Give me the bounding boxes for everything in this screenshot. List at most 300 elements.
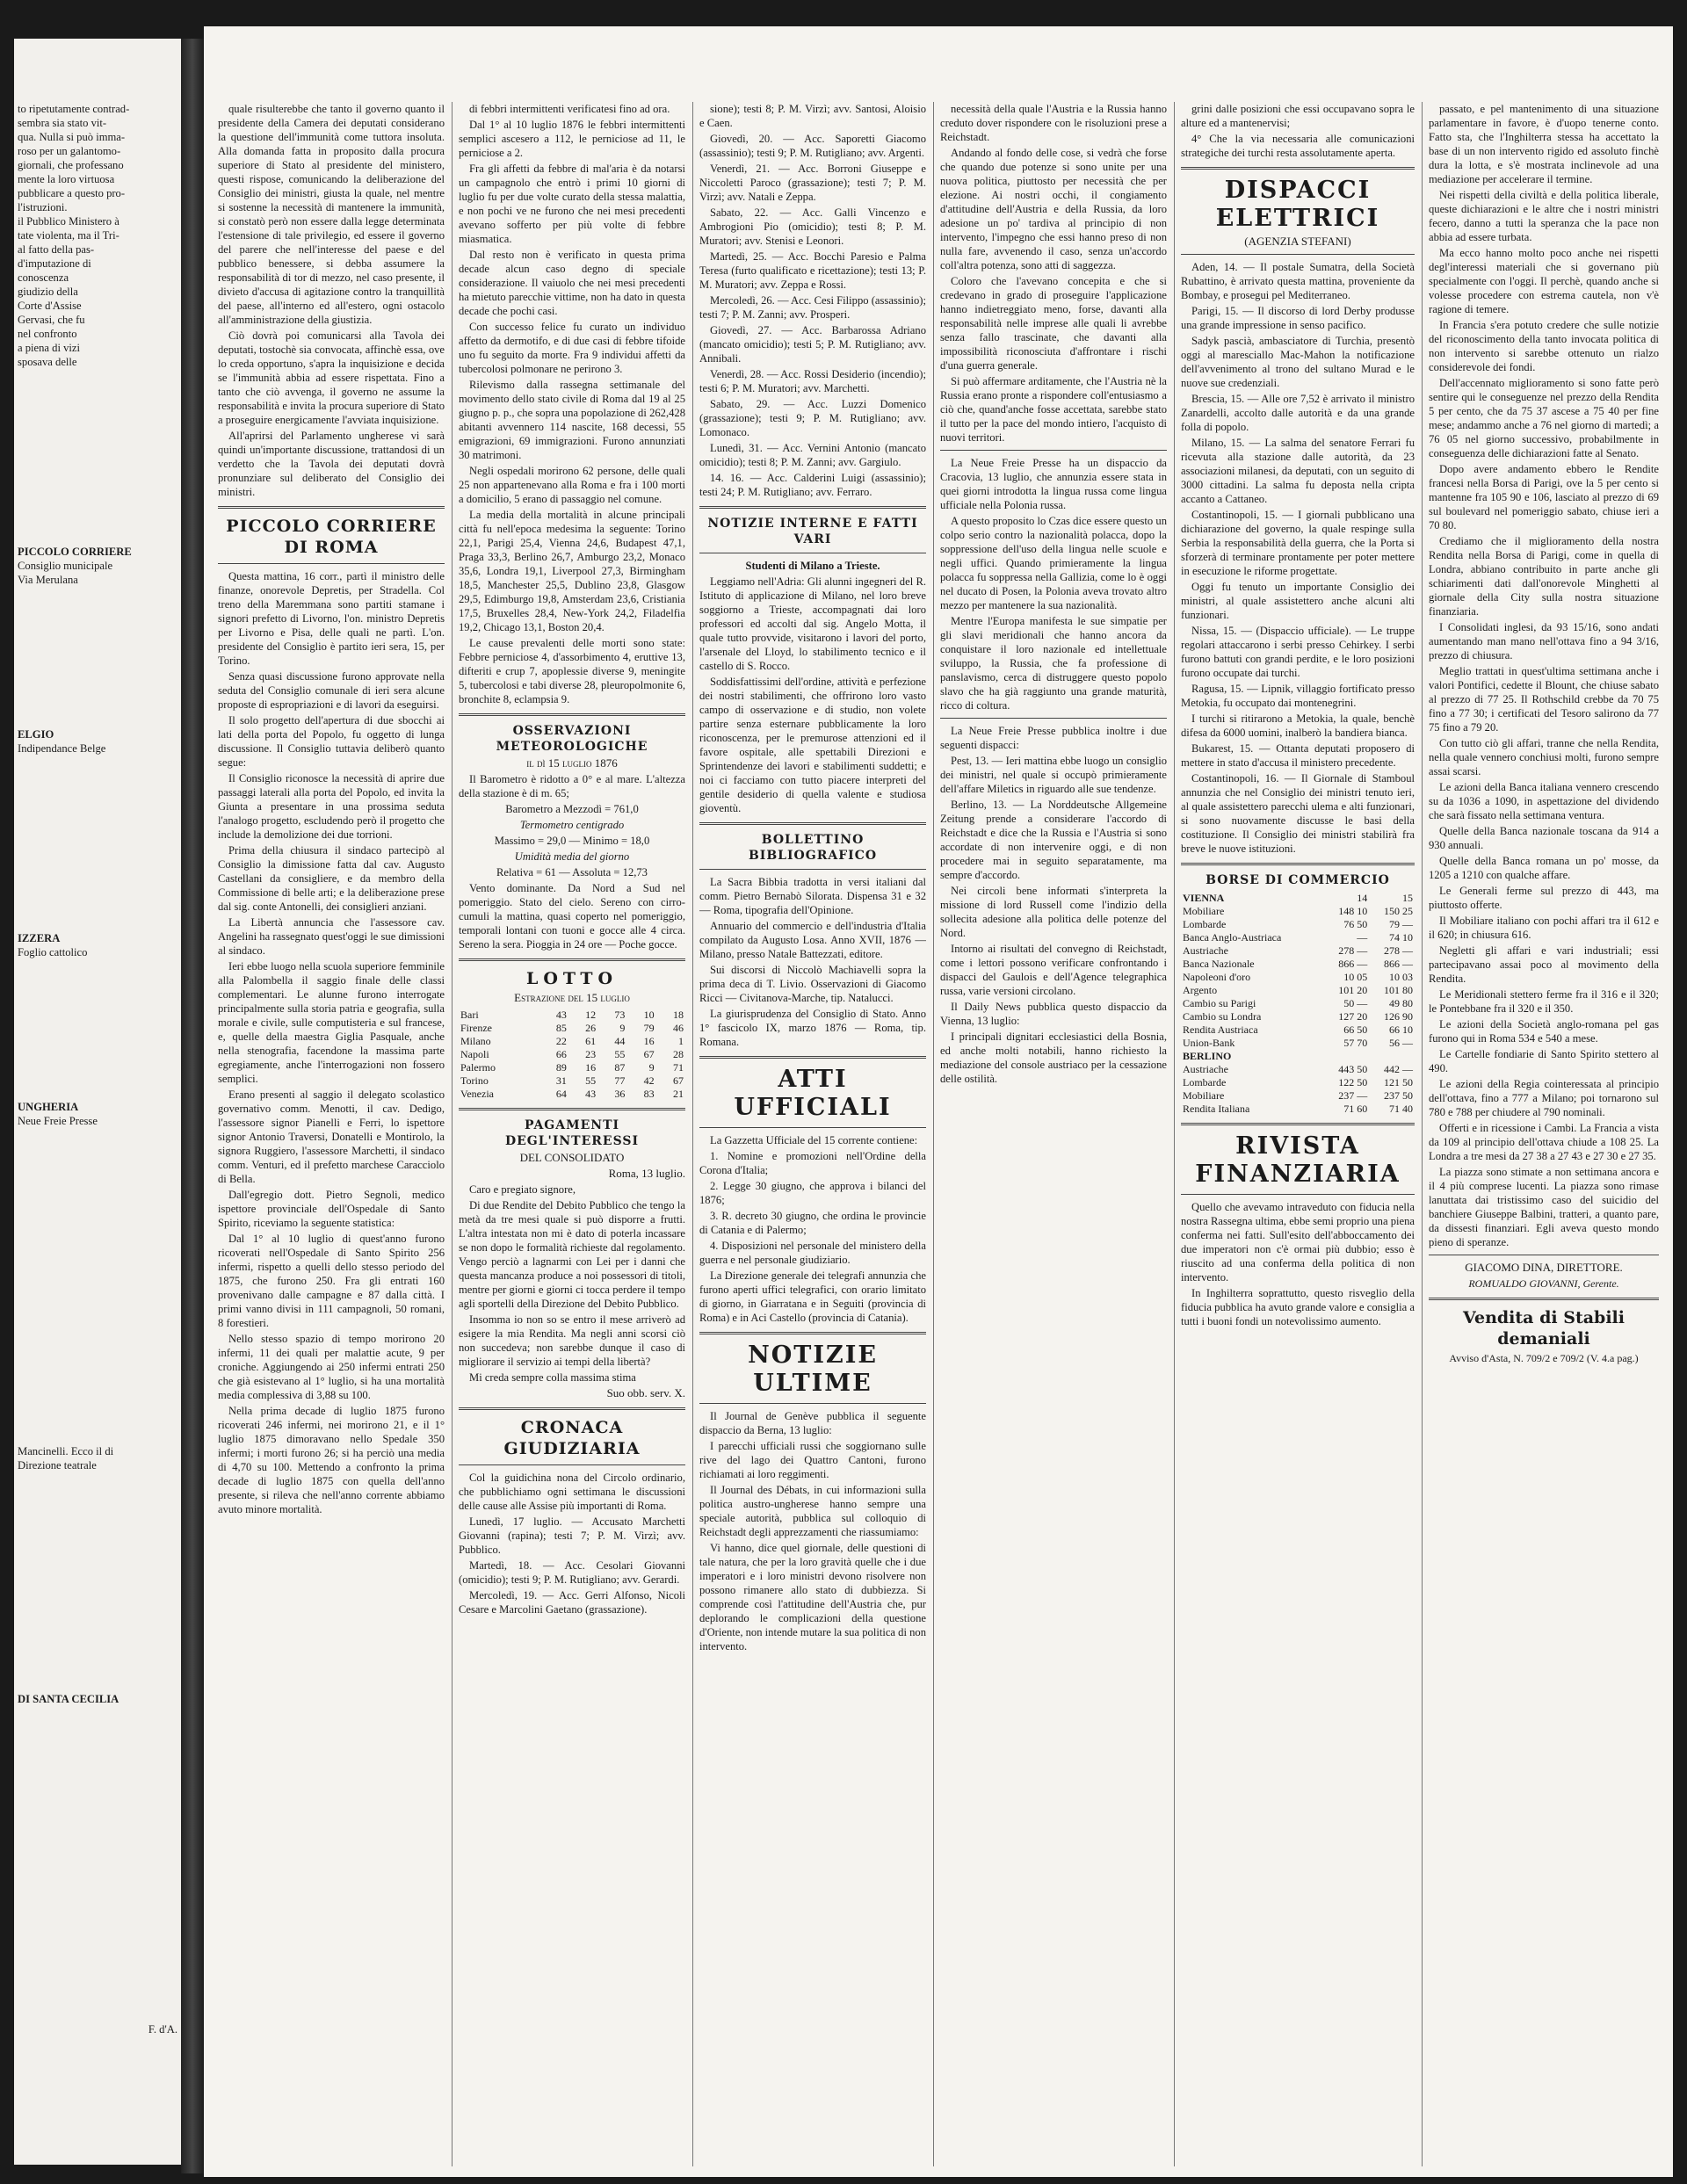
divider <box>1181 1194 1415 1195</box>
column-rule <box>1174 102 1175 2166</box>
security-name: Union-Bank <box>1183 1037 1235 1049</box>
table-row <box>1181 997 1415 1010</box>
security-name: Austriache <box>1183 1063 1228 1075</box>
table-row <box>1181 971 1415 984</box>
section-heading-pagamenti: PAGAMENTI DEGL'INTERESSI <box>504 1118 640 1148</box>
paragraph: Bukarest, 15. — Ottanta deputati proposero di mettere in stato d'accusa il ministero precedente. <box>1181 742 1415 769</box>
table-row <box>1181 1089 1415 1103</box>
paragraph: Nissa, 15. — (Dispaccio ufficiale). — Le truppe regolari attaccarono i serbi presso Cehirkey. I serbi furono battuti con grandi perdite, e le loro posizioni furono occupate dai turchi. <box>1181 625 1415 679</box>
column-rule <box>933 102 934 2166</box>
paragraph: Negli ospedali morirono 62 persone, delle quali 25 non appartenevano alla Roma e fra i 100 morti a domicilio, 5 erano di passaggio nel comune. <box>459 465 685 505</box>
lotto-number: 67 <box>673 1074 684 1087</box>
paragraph: 1. Nomine e promozioni nell'Ordine della Corona d'Italia; <box>699 1150 926 1176</box>
price: 66 50 <box>1343 1023 1368 1036</box>
lotto-number: 85 <box>555 1022 567 1034</box>
price: 71 60 <box>1343 1103 1368 1115</box>
lotto-city: Napoli <box>460 1048 489 1060</box>
lotto-number: 44 <box>614 1035 626 1047</box>
section-divider <box>699 1332 926 1334</box>
section-divider <box>459 1407 685 1410</box>
paragraph: Annuario del commercio e dell'industria d'Italia compilato da Augusto Losa. Anno XVII, 1876 — Milano, presso Natale Battezzati, editore. <box>699 920 926 960</box>
table-header-row <box>1181 1050 1415 1063</box>
paragraph: Pest, 13. — Ieri mattina ebbe luogo un consiglio dei ministri, nel quale si occupò primieramente dell'affare Miletics in riguardo alle sue tendenze. <box>940 755 1167 795</box>
paragraph: Le Cartelle fondiarie di Santo Spirito stettero al 490. <box>1429 1048 1659 1074</box>
paragraph: Rilevismo dalla rassegna settimanale del movimento dello stato civile di Roma dal 19 al 25 giugno p. p., che sopra una popolazione di 262,428 abitanti avvennero 114 nascite, 168 decessi, 55 emigrazioni, 69 immigrazioni. Furono annunziati 30 matrimoni. <box>459 379 685 461</box>
paragraph: Ma ecco hanno molto poco anche nei rispetti degl'interessi materiali che si governano più specialmente con l'oggi. Il perchè, quando anche si volesse procedere con estrema cautela, non v'è ragione di temere. <box>1429 247 1659 315</box>
paragraph: Caro e pregiato signore, <box>469 1183 576 1196</box>
paragraph: Crediamo che il miglioramento della nostra Rendita nella Borsa di Parigi, come in quella di Londra, abbiano contribuito in parte anche gli schiarimenti dati dall'onorevole Minghetti al giornale della City sulla nostra situazione finanziaria. <box>1429 535 1659 618</box>
lotto-number: 10 <box>643 1009 655 1021</box>
paragraph: Offerti e in ricessione i Cambi. La Francia a vista da 109 al principio dell'ottava chiude a 108 25. La Londra a tre mesi da 27 38 a 27 43 e 27 30 e 27 35. <box>1429 1122 1659 1162</box>
paragraph: Il Journal de Genève pubblica il seguente dispaccio da Berna, 13 luglio: <box>699 1410 926 1436</box>
security-name: Banca Nazionale <box>1183 958 1255 970</box>
price: 50 — <box>1343 997 1368 1009</box>
security-name: Mobiliare <box>1183 1089 1225 1102</box>
paragraph: Questa mattina, 16 corr., partì il ministro delle finanze, onorevole Depretis, per Stradella. Col treno della Maremmana sono partiti stamane i signori prefetto di Livorno, l'on. ministro Depretis per Livorno e Pisa, delle quali ne partì. L'on. presidente del Consiglio è partito ieri sera, 15, per Torino. <box>218 570 445 667</box>
table-row <box>1181 1010 1415 1023</box>
section-divider <box>459 958 685 961</box>
paragraph: Costantinopoli, 15. — I giornali pubblicano una dichiarazione del governo, la quale respinge sulla Serbia la responsabilità della guerra, che la Porta si sforzerà di terminare prontamente per poter mettere in esecuzione le riforme progettate. <box>1181 509 1415 577</box>
manager-name: ROMUALDO GIOVANNI, Gerente. <box>1468 1277 1619 1290</box>
paragraph: Quelle della Banca nazionale toscana da 914 a 930 annuali. <box>1429 825 1659 851</box>
lotto-number: 23 <box>585 1048 597 1060</box>
strip-line: pubblicare a questo pro- <box>18 187 126 199</box>
strip-line: sembra sia stato vit- <box>18 117 107 129</box>
lotto-city: Torino <box>460 1074 489 1087</box>
paragraph: Quelle della Banca romana un po' mosse, da 1205 a 1210 con qualche affare. <box>1429 855 1659 881</box>
section-divider <box>459 713 685 716</box>
column-3 <box>699 102 926 2166</box>
paragraph: Fra gli affetti da febbre di mal'aria è da notarsi un campagnolo che entrò i primi 10 giorni di luglio fu per due volte curato della stessa malattia, e non pochi ve ne furono che nei mesi precedenti avevano sofferto per più volte di febbre miasmatica. <box>459 163 685 245</box>
section-subheading: il dì 15 luglio 1876 <box>526 756 618 770</box>
barometer-reading: Barometro a Mezzodì = 761,0 <box>505 803 639 815</box>
divider <box>940 450 1167 451</box>
price: — <box>1357 931 1368 944</box>
strip-line: Neue Freie Presse <box>18 1115 98 1127</box>
paragraph: Con tutto ciò gli affari, tranne che nella Rendita, nella quale vennero conchiusi molti, furono sempre assai scarsi. <box>1429 737 1659 777</box>
table-row <box>459 1061 685 1074</box>
vienna-exchange-table <box>1181 892 1415 1116</box>
paragraph: 2. Legge 30 giugno, che approva i bilanci del 1876; <box>699 1180 926 1206</box>
paragraph: In Inghilterra soprattutto, questo risveglio della fiducia pubblica ha avuto grande valore e consiglia a tutti i buoni fondi un notevolissimo aumento. <box>1181 1287 1415 1327</box>
section-heading-borse: BORSE DI COMMERCIO <box>1206 873 1390 887</box>
paragraph: Soddisfattissimi dell'ordine, attività e perfezione dei nostri stabilimenti, che offrirono loro vasto campo di osservazione e di studio, non volete partire senza esternare pubblicamente la loro riconoscenza, per le premurose attenzioni ed il favore ospitale, alle spettabili Direzioni e Sprintendenze dei lavori e stabilimenti suddetti; e noi ci facciamo con tutto piacere interpreti del gentile desiderio di quella valente e studiosa gioventù. <box>699 676 926 814</box>
strip-line: tate violenta, ma il Tri- <box>18 229 119 242</box>
lotto-number: 87 <box>614 1061 626 1074</box>
paragraph: Coloro che l'avevano concepita e che si credevano in grado di proseguire l'applicazione hanno indietreggiato meno, forse, davanti alla responsabilità nelle imprese alle quali li avrebbe senza fallo trascinate, che davanti alla impossibilità riconosciuta d'affrontare i rischi d'una guerra generale. <box>940 275 1167 372</box>
divider <box>1181 254 1415 255</box>
paragraph: 4. Disposizioni nel personale del ministero della guerra e nel personale giudiziario. <box>699 1240 926 1266</box>
section-subheading: Avviso d'Asta, N. 709/2 e 709/2 (V. 4.a pag.) <box>1449 1352 1639 1364</box>
table-row <box>1181 944 1415 958</box>
lotto-number: 71 <box>673 1061 684 1074</box>
director-name: GIACOMO DINA, DIRETTORE. <box>1465 1261 1623 1274</box>
security-name: Rendita Austriaca <box>1183 1023 1258 1036</box>
paragraph: Quello che avevamo intraveduto con fiducia nella nostra Rassegna ultima, ebbe semi proprio una piena conferma nei fatti. Sull'esito dell'abboccamento dei due imperatori non c'è ormai più dubbio; esso è riuscito ad una conferma della politica di non intervento. <box>1181 1201 1415 1284</box>
price: 237 50 <box>1384 1089 1413 1102</box>
paragraph: Nei circoli bene informati s'interpreta la missione di lord Russell come l'indizio della sollecita adesione alla politica delle potenze del Nord. <box>940 885 1167 939</box>
price: 237 — <box>1338 1089 1368 1102</box>
lotto-number: 12 <box>585 1009 597 1021</box>
paragraph: Mi creda sempre colla massima stima <box>469 1371 636 1384</box>
lotto-number: 64 <box>555 1088 567 1100</box>
section-heading-rivista-finanziaria: RIVISTA FINANZIARIA <box>1195 1132 1401 1188</box>
strip-line: Via Merulana <box>18 574 78 586</box>
paragraph: Senza quasi discussione furono approvate nella seduta del Consiglio comunale di ieri sera alcune proposte di espropriazioni e di lavori da eseguirsi. <box>218 670 445 711</box>
lotto-number: 43 <box>585 1088 597 1100</box>
lotto-number: 83 <box>643 1088 655 1100</box>
paragraph: La Sacra Bibbia tradotta in versi italiani dal comm. Pietro Bernabò Silorata. Dispensa 31 e 32 — Roma, tipografia dell'Opinione. <box>699 876 926 916</box>
strip-line: il Pubblico Ministero à <box>18 215 119 228</box>
price: 122 50 <box>1338 1076 1368 1088</box>
paragraph: La Direzione generale dei telegrafi annunzia che furono aperti uffici telegrafici, con orario limitato di giorno, in Giarratana e in Seguiti (provincia di Roma) e in Aci Castello (provincia di Catania). <box>699 1269 926 1324</box>
security-name: Argento <box>1183 984 1218 996</box>
price: 278 — <box>1384 944 1413 957</box>
section-divider <box>699 822 926 825</box>
strip-line: Gervasi, che fu <box>18 314 85 326</box>
paragraph: Costantinopoli, 16. — Il Giornale di Stamboul annunzia che nel Consiglio dei ministri tenuto ieri, al quale assistettero parecchi ulema e alti funzionari, si sono nuovamente discusse le basi della costituzione. Il Consiglio dei ministri stabilirà fra breve le nuove istituzioni. <box>1181 772 1415 855</box>
section-heading-cronaca: CRONACA GIUDIZIARIA <box>503 1418 641 1458</box>
paragraph: Nello stesso spazio di tempo morirono 20 infermi, 11 dei quali per malattie acute, 9 per croniche. Aggiungendo ai 250 infermi entrati 250 che già esistevano al 1° luglio, si ha una mortalità media complessiva di 3,88 su 100. <box>218 1333 445 1401</box>
article-title: Studenti di Milano a Trieste. <box>745 560 880 572</box>
paragraph: Mercoledì, 26. — Acc. Cesi Filippo (assassinio); testi 7; P. M. Zanni; avv. Prosperi. <box>699 294 926 321</box>
lotto-number: 22 <box>555 1035 567 1047</box>
divider <box>940 718 1167 719</box>
section-divider <box>459 1108 685 1110</box>
lotto-number: 77 <box>614 1074 626 1087</box>
thermometer-heading: Termometro centigrado <box>519 819 625 831</box>
lotto-number: 55 <box>585 1074 597 1087</box>
strip-line: mente la loro virtuosa <box>18 173 115 185</box>
section-subheading: Estrazione del 15 luglio <box>514 991 630 1004</box>
strip-line: giudizio della <box>18 286 78 298</box>
strip-signature: F. d'A. <box>148 2023 177 2036</box>
divider <box>699 869 926 870</box>
lotto-number: 67 <box>643 1048 655 1060</box>
paragraph: La giurisprudenza del Consiglio di Stato. Anno 1° fascicolo IX, marzo 1876 — Roma, tip. Romana. <box>699 1008 926 1048</box>
table-row <box>1181 984 1415 997</box>
section-heading-notizie-interne: NOTIZIE INTERNE E FATTI VARI <box>707 517 918 546</box>
paragraph: Ciò dovrà poi comunicarsi alla Tavola dei deputati, tostochè sia convocata, affinchè essa, ove lo creda opportuno, s'apra la inquisizione e decida se l'immunità abbia ad essere rispettata. Fino a tanto che ciò avvenga, il governo ne assume la responsabilità e invita la procura superiore di Stato a proseguire energicamente l'avviata inquisizione. <box>218 329 445 426</box>
paragraph: Dal 1° al 10 luglio 1876 le febbri intermittenti semplici ascesero a 112, le perniciose ad 11, le perniciose a 2. <box>459 119 685 159</box>
lotto-number: 43 <box>555 1009 567 1021</box>
strip-heading: IZZERA <box>18 932 61 944</box>
table-row <box>1181 905 1415 918</box>
section-heading-atti-ufficiali: ATTI UFFICIALI <box>734 1066 892 1121</box>
section-divider <box>1181 167 1415 170</box>
paragraph: Le azioni della Banca italiana vennero crescendo su da 1036 a 1090, in aspettazione del dividendo che sarà fissato nella settimana ventura. <box>1429 781 1659 821</box>
section-heading-dispacci: DISPACCI ELETTRICI <box>1215 177 1380 232</box>
strip-line: Indipendance Belge <box>18 742 106 755</box>
lotto-city: Palermo <box>460 1061 496 1074</box>
strip-line: l'istruzioni. <box>18 201 68 213</box>
exchange-city: VIENNA <box>1183 892 1225 904</box>
table-row <box>1181 1037 1415 1050</box>
paragraph: La piazza sono stimate a non settimana ancora e il 4 più comprese lucenti. La piazza sono rimase lanuttata dai tristissimo caso del suicidio del banchiere Giuseppe Balbini, tratteri, a quanto pare, da dissesti finanziari. Egli aveva questo mondo pieno di speranze. <box>1429 1166 1659 1248</box>
paragraph: Sadyk pascià, ambasciatore di Turchia, presentò oggi al maresciallo Mac-Mahon la notificazione dell'avvenimento al trono del sultano Murad e le nuove sue credenziali. <box>1181 335 1415 389</box>
exchange-city: BERLINO <box>1183 1050 1232 1062</box>
lotto-number: 9 <box>619 1022 626 1034</box>
section-heading-lotto: LOTTO <box>525 969 619 988</box>
paragraph: Si può affermare arditamente, che l'Austria nè la Russia erano pronte a rispondere coll'entusiasmo a ciò che, quand'anche fosse accettata, sarebbe stato il tutto per la pace del mondo intiero, l'acquisto di nuovi territori. <box>940 375 1167 444</box>
paragraph: Giovedì, 27. — Acc. Barbarossa Adriano (mancato omicidio); testi 5; P. M. Rutigliano; avv. Annibali. <box>699 324 926 365</box>
paragraph: Insomma io non so se entro il mese arriverò ad esigere la mia Rendita. Ma negli anni scorsi ciò non succedeva; non sarebbe dunque il caso di migliorare il servizio ai tempi della libertà? <box>459 1313 685 1368</box>
paragraph: Col la guidichina nona del Circolo ordinario, che pubblichiamo ogni settimana le discussioni delle cause alle Assise più importanti di Roma. <box>459 1472 685 1512</box>
price: 121 50 <box>1384 1076 1413 1088</box>
paragraph: quale risulterebbe che tanto il governo quanto il presidente della Camera dei deputati considerano la questione dell'immunità come tuttora insoluta. Alla domanda fatta in proposito dalla procura superiore di Stato al presidente del ministero, questi rispose, comunicando la deliberazione del Consiglio dei ministri, giusta la quale, nel mentre si sostenne la necessità di mantenere la immunità, si constatò però non essere dalla legge determinata l'estensione di tale privilegio, ed essere il governo del parere che nell'interesse del paese e del pubblico benessere, si debba assumere la responsabilità di tor di mezzo, nel caso presente, il divieto d'accusa di agitazione contro la tranquillità del paese, all'interno ed all'estero, ogni ostacolo all'amministrazione della giustizia. <box>218 103 445 326</box>
lotto-number: 21 <box>673 1088 684 1100</box>
security-name: Cambio su Londra <box>1183 1010 1262 1023</box>
column-rule <box>452 102 453 2166</box>
column-1 <box>218 102 445 2166</box>
paragraph: 14. 16. — Acc. Calderini Luigi (assassinio); testi 24; P. M. Rutigliano; avv. Ferraro. <box>699 472 926 498</box>
paragraph: Giovedì, 20. — Acc. Saporetti Giacomo (assassinio); testi 9; P. M. Rutigliano; avv. Argenti. <box>699 133 926 159</box>
paragraph: La Gazzetta Ufficiale del 15 corrente contiene: <box>710 1134 918 1146</box>
paragraph: Le cause prevalenti delle morti sono state: Febbre perniciose 4, d'assorbimento 4, eruttive 13, difteriti e crup 7, apoplessie diverse 9, meningite 5, tubercolosi e tabi diverse 28, pleuropolmonite 6, bronchite 8, eclampsia 9. <box>459 637 685 705</box>
table-row <box>1181 918 1415 931</box>
price: 866 — <box>1384 958 1413 970</box>
paragraph: All'aprirsi del Parlamento ungherese vi sarà quindi un'importante discussione, trattandosi di un verdetto che la Tavola dei deputati dovrà pronunziare sul deliberato del Consiglio dei ministri. <box>218 430 445 498</box>
paragraph: Vi hanno, dice quel giornale, delle questioni di tale natura, che per la loro gravità quelle che i due imperatori e i loro ministri devono risolvere non possono rimanere allo stato di dubbiezza. Si comprende così l'attitudine dell'Austria che, pur deplorando le complicazioni della questione d'Oriente, non intende mutare la sua politica di non intervento. <box>699 1542 926 1652</box>
lotto-city: Venezia <box>460 1088 494 1100</box>
paragraph: 4° Che la via necessaria alle comunicazioni strategiche dei turchi resta assolutamente aperta. <box>1181 133 1415 159</box>
lotto-number: 28 <box>673 1048 684 1060</box>
lotto-number: 31 <box>555 1074 567 1087</box>
paragraph: I Consolidati inglesi, da 93 15/16, sono andati aumentando man mano nell'ottava fino a 94 3/16, prezzo di chiusura. <box>1429 621 1659 662</box>
table-row <box>459 1022 685 1035</box>
table-row <box>459 1088 685 1101</box>
column-4 <box>940 102 1167 2166</box>
table-row <box>1181 1063 1415 1076</box>
strip-line: d'imputazione di <box>18 257 91 270</box>
divider <box>218 563 445 564</box>
price: 79 — <box>1389 918 1413 930</box>
strip-line: Foglio cattolico <box>18 946 88 958</box>
paragraph: Il Barometro è ridotto a 0° e al mare. L'altezza della stazione è di m. 65; <box>459 773 685 799</box>
paragraph: Il Mobiliare italiano con pochi affari tra il 612 e il 620; in chiusura 616. <box>1429 915 1659 941</box>
paragraph: Sui discorsi di Niccolò Machiavelli sopra la prima deca di T. Livio. Osservazioni di Giacomo Ricci — Civitanova-Marche, tip. Natalucci. <box>699 964 926 1004</box>
letter-date: Roma, 13 luglio. <box>608 1167 685 1180</box>
table-row <box>459 1074 685 1088</box>
paragraph: Dall'egregio dott. Pietro Segnoli, medico ispettore provinciale dell'Ospedale di Santo Spirito, riceviamo la seguente statistica: <box>218 1189 445 1229</box>
paragraph: Brescia, 15. — Alle ore 7,52 è arrivato il ministro Zanardelli, accolto dalle autorità e da una grande folla di popolo. <box>1181 393 1415 433</box>
page-fold <box>181 39 204 2173</box>
paragraph: Aden, 14. — Il postale Sumatra, della Società Rubattino, è arrivato questa mattina, proveniente da Bombay, e prosegui pel Mediterraneo. <box>1181 261 1415 301</box>
price: 49 80 <box>1389 997 1413 1009</box>
lotto-number: 26 <box>585 1022 597 1034</box>
price: 76 50 <box>1343 918 1368 930</box>
paragraph: Martedì, 25. — Acc. Bocchi Paresio e Palma Teresa (furto qualificato e ricettazione); testi 13; P. M. Muratori; avv. Zeppa e Rossi. <box>699 250 926 291</box>
lotto-number: 55 <box>614 1048 626 1060</box>
paragraph: necessità della quale l'Austria e la Russia hanno creduto dover rispondere con le risoluzioni prese a Reichstadt. <box>940 103 1167 143</box>
paragraph: Meglio trattati in quest'ultima settimana anche i valori Pontifici, cedette il Blount, che chiuse sabato al prezzo di 77 25. Il Rothschild crebbe da 70 75 fino a 77 30; i certificati del Tesoro salirono da 77 75 fino a 79 20. <box>1429 665 1659 734</box>
humidity-heading: Umidità media del giorno <box>514 850 630 863</box>
previous-page-strip <box>14 39 181 2165</box>
lotto-number: 16 <box>585 1061 597 1074</box>
lotto-number: 61 <box>585 1035 597 1047</box>
paragraph: Dal resto non è verificato in questa prima decade alcun caso degno di speciale considerazione. Il vaiuolo che nei mesi precedenti ha mietuto parecchie vittime, non ha dato in questa decade che pochi casi. <box>459 249 685 317</box>
paragraph: Nei rispetti della civiltà e della politica liberale, queste dichiarazioni e le altre che i nostri ministri fecero, danno a tutti la speranza che la pace non abbia ad essere turbata. <box>1429 189 1659 243</box>
lotto-number: 18 <box>673 1009 684 1021</box>
column-6 <box>1429 102 1659 2166</box>
strip-heading: UNGHERIA <box>18 1101 79 1113</box>
paragraph: sione); testi 8; P. M. Virzì; avv. Santosi, Aloisio e Caen. <box>699 103 926 129</box>
strip-line: to ripetutamente contrad- <box>18 103 130 115</box>
paragraph: Leggiamo nell'Adria: Gli alunni ingegneri del R. Istituto di applicazione di Milano, nel loro breve soggiorno a Trieste, accompagnati dai loro professori ed accolti dal sig. Angelo Motta, il quale tutto provvide, visitarono i lavori del porto, l'arsenale del Lloyd, lo stabilimento tecnico e il castello di S. Rocco. <box>699 575 926 672</box>
lotto-number: 9 <box>648 1061 655 1074</box>
divider <box>699 1403 926 1404</box>
paragraph: Lunedì, 31. — Acc. Vernini Antonio (mancato omicidio); testi 8; P. M. Zanni; avv. Gargiulo. <box>699 442 926 468</box>
paragraph: grini dalle posizioni che essi occupavano sopra le alture ed a mantenervisi; <box>1181 103 1415 129</box>
strip-line: qua. Nulla si può imma- <box>18 131 126 143</box>
strip-heading: DI SANTA CECILIA <box>18 1693 119 1705</box>
paragraph: Il Journal des Débats, in cui informazioni sulla politica austro-ungherese hanno sempre una speciale autorità, pubblica sul colloquio di Reichstadt degli apprezzamenti che riassumiamo: <box>699 1484 926 1538</box>
paragraph: Le Meridionali stettero ferme fra il 316 e il 320; le Pontebbane fra il 320 e il 350. <box>1429 988 1659 1015</box>
paragraph: I parecchi ufficiali russi che soggiornano sulle rive del lago dei Quattro Cantoni, furono richiamati ai loro reggimenti. <box>699 1440 926 1480</box>
lotto-number: 79 <box>643 1022 655 1034</box>
price: 71 40 <box>1389 1103 1413 1115</box>
column-5 <box>1181 102 1415 2166</box>
paragraph: La Neue Freie Presse pubblica inoltre i due seguenti dispacci: <box>940 725 1167 751</box>
section-divider <box>699 1056 926 1059</box>
paragraph: Venerdì, 21. — Acc. Borroni Giuseppe e Niccoletti Paroco (grassazione); testi 7; P. M. Virzì; avv. Natali e Zeppa. <box>699 163 926 203</box>
section-heading-osservazioni: OSSERVAZIONI METEOROLOGICHE <box>496 724 648 754</box>
paragraph: Sabato, 22. — Acc. Galli Vincenzo e Ambrogioni Pio (omicidio); testi 8; P. M. Muratori; avv. Stenisi e Leonori. <box>699 206 926 247</box>
paragraph: La Libertà annuncia che l'assessore cav. Angelini ha rassegnato quest'oggi le sue dimissioni al sindaco. <box>218 916 445 957</box>
strip-line: al fatto della pas- <box>18 243 95 256</box>
paragraph: Oggi fu tenuto un importante Consiglio dei ministri, al quale assistettero anche alcuni alti funzionari. <box>1181 581 1415 621</box>
divider <box>699 1127 926 1128</box>
paragraph: Ragusa, 15. — Lipnik, villaggio fortificato presso Metokia, fu occupato dai montenegrini. <box>1181 683 1415 709</box>
paragraph: Intorno ai risultati del convegno di Reichstadt, come i lettori possono verificare confrontando i dispacci del Gaulois e dell'Agence telegraphica russa, varie versioni circolano. <box>940 943 1167 997</box>
price: 148 10 <box>1338 905 1368 917</box>
paragraph: I turchi si ritirarono a Metokia, la quale, benchè difesa da 6000 uomini, inalberò la bandiera bianca. <box>1181 712 1415 739</box>
paragraph: Il Daily News pubblica questo dispaccio da Vienna, 13 luglio: <box>940 1001 1167 1027</box>
security-name: Rendita Italiana <box>1183 1103 1250 1115</box>
strip-line: giornali, che professano <box>18 159 124 171</box>
security-name: Banca Anglo-Austriaca <box>1183 931 1282 944</box>
humidity-reading: Relativa = 61 — Assoluta = 12,73 <box>496 866 648 879</box>
strip-line: Direzione teatrale <box>18 1459 97 1472</box>
strip-line: nel confronto <box>18 328 77 340</box>
price: 150 25 <box>1384 905 1413 917</box>
paragraph: Prima della chiusura il sindaco partecipò al Consiglio la dimissione fatta dal cav. Augusto Castellani da consigliere, e da membro della Commissione di belle arti; e la deliberazione prese dal sig. conte Antonelli, dei consiglieri anziani. <box>218 844 445 913</box>
table-row <box>1181 958 1415 971</box>
paragraph: Negletti gli affari e vari industriali; essi partecipavano assai poco al movimento della Rendita. <box>1429 944 1659 985</box>
paragraph: Le Generali ferme sul prezzo di 443, ma piuttosto offerte. <box>1429 885 1659 911</box>
lotto-city: Firenze <box>460 1022 492 1034</box>
letter-signature: Suo obb. serv. X. <box>606 1386 685 1399</box>
price: 278 — <box>1338 944 1368 957</box>
paragraph: Le azioni della Società anglo-romana pel gas furono qui in Roma 534 e 540 a mese. <box>1429 1018 1659 1045</box>
paragraph: Le azioni della Regia cointeressata al principio dell'ottava, fino a 777 a Milano; poi tornarono sul 780 e 788 per chiudere al 790 nominali. <box>1429 1078 1659 1118</box>
table-header-row <box>1181 892 1415 905</box>
price: 442 — <box>1384 1063 1413 1075</box>
column-header: 15 <box>1402 892 1413 904</box>
section-heading-bollettino: BOLLETTINO BIBLIOGRAFICO <box>748 833 878 863</box>
paragraph: Parigi, 15. — Il discorso di lord Derby produsse una grande impressione in senso pacifico. <box>1181 305 1415 331</box>
price: 127 20 <box>1338 1010 1368 1023</box>
security-name: Cambio su Parigi <box>1183 997 1256 1009</box>
section-divider <box>699 506 926 509</box>
security-name: Mobiliare <box>1183 905 1225 917</box>
paragraph: Il solo progetto dell'apertura di due sbocchi ai lati della porta del Popolo, fu oggetto di lunga discussione. Il Consiglio tuttavia deliberò quanto segue: <box>218 714 445 769</box>
lotto-number: 42 <box>643 1074 655 1087</box>
strip-line: Mancinelli. Ecco il di <box>18 1445 114 1457</box>
paragraph: Il Consiglio riconosce la necessità di aprire due passaggi laterali alla porta del Popolo, ed invita la Giunta a presentare in una prossima seduta l'analogo progetto, escludendo però il progetto che include la demolizione dei due torrioni. <box>218 772 445 841</box>
table-row <box>1181 1076 1415 1089</box>
price: 10 03 <box>1389 971 1413 983</box>
lotto-number: 1 <box>678 1035 684 1047</box>
paragraph: Dell'accennato miglioramento si sono fatte però sentire qui le conseguenze nel prezzo della Rendita 5 per cento, che da 75 37 ascese a 75 40 per fine mese; andammo anche a 76 nel giorno di martedì; a 76 05 nel giorno successivo, probabilmente in conseguenza delle dichiarazioni fatte al Senato. <box>1429 377 1659 459</box>
price: 74 10 <box>1389 931 1413 944</box>
paragraph: di febbri intermittenti verificatesi fino ad ora. <box>469 103 670 115</box>
lotto-city: Milano <box>460 1035 491 1047</box>
column-2 <box>459 102 685 2166</box>
table-row <box>459 1035 685 1048</box>
paragraph: A questo proposito lo Czas dice essere questo un colpo serio contro la nazionalità polacca, dopo la soppressione dell'uso della lingua nelle scuole e negli uffici. Quando primieramente la lingua polacca fu soppressa nella Gallizia, come lo è oggi nel ducato di Posen, la Polonia aveva trovato altro mezzo per mantenere la sua nazionalità. <box>940 515 1167 611</box>
lotto-number: 46 <box>673 1022 684 1034</box>
paragraph: Dopo avere andamento ebbero le Rendite francesi nella Borsa di Parigi, ove la 5 per cento si mantenne fra 105 90 e 106, lasciato al prezzo di 69 sul boulevard nel pomeriggio sabato, chiuse ieri a 70 80. <box>1429 463 1659 532</box>
paragraph: Andando al fondo delle cose, si vedrà che forse che quando due potenze si sono unite per una nuova politica, piuttosto per necessità che per elezione. Ai nostri occhi, il congiamento d'attitudine dell'Austria e della Russia, da loro adesione un po' tardiva al principio di non intervento, l'impegno che essi hanno preso di non nulla fare, avvenendo il caso, senza un'accordo coll'altra potenza, sono atti di saggezza. <box>940 147 1167 271</box>
strip-line: Corte d'Assise <box>18 300 82 312</box>
paragraph: Nella prima decade di luglio 1875 furono ricoverati 246 infermi, nei morirono 21, e il 1° luglio 1875 dimoravano nello Spedale 350 infermi; i morti furono 26; si ha perciò una media di 4,70 su 100. Mettendo a confronto la prima decade di luglio 1875 con quella dell'anno presente, si rileva che nell'anno corrente abbiamo avuto minore mortalità. <box>218 1405 445 1515</box>
section-divider <box>1429 1298 1659 1300</box>
paragraph: Con successo felice fu curato un individuo affetto da dermotifo, e di due casi di febbre tifoide uno fu seguito da morte. Fra 9 individui affetti da tubercolosi polmonare ne perirono 3. <box>459 321 685 375</box>
paragraph: La media della mortalità in alcune principali città fu nell'epoca medesima la seguente: Torino 22,1, Parigi 25,4, Vienna 24,6, Budapest 47,1, Praga 33,3, Berlino 26,7, Amburgo 23,2, Monaco 35,6, Londra 19,1, Liverpool 27,3, Birmingham 18,5, Manchester 25,5, Dublino 23,8, Glasgow 29,5, Edimburgo 19,8, Amsterdam 23,6, Cristiania 17,5, Bruxelles 28,4, New-York 24,2, Filadelfia 19,2, Chicago 13,1, Boston 20,4. <box>459 509 685 633</box>
section-divider <box>1181 1123 1415 1125</box>
section-heading-notizie-ultime: NOTIZIE ULTIME <box>748 1341 878 1397</box>
strip-line: roso per un galantomo- <box>18 145 121 157</box>
paragraph: In Francia s'era potuto credere che sulle notizie del riconoscimento della tanto invocata politica di non intervento si sarebbe ottenuto un rialzo considerevole dei fondi. <box>1429 319 1659 373</box>
paragraph: Martedì, 18. — Acc. Cesolari Giovanni (omicidio); testi 9; P. M. Rutigliano; avv. Gerardi. <box>459 1559 685 1586</box>
table-row <box>459 1048 685 1061</box>
strip-heading: PICCOLO CORRIERE <box>18 546 132 558</box>
paragraph: Berlino, 13. — La Norddeutsche Allgemeine Zeitung prende a considerare l'accordo di Reichstadt e dice che la Russia e l'Austria si sono accordate di non intervenire oggi, e di non procedere mai in seguito separatamente, ma sempre d'accordo. <box>940 799 1167 881</box>
price: 56 — <box>1389 1037 1413 1049</box>
divider <box>459 1464 685 1465</box>
thermometer-reading: Massimo = 29,0 — Minimo = 18,0 <box>494 835 650 847</box>
lotto-city: Bari <box>460 1009 479 1021</box>
section-divider <box>218 506 445 509</box>
column-header: 14 <box>1357 892 1368 904</box>
paragraph: Milano, 15. — La salma del senatore Ferrari fu ricevuta alla stazione dalle autorità, da 23 associazioni milanesi, da deputati, con un seguito di 3000 cittadini. La salma fu deposta nella cripta accanto a Cattaneo. <box>1181 437 1415 505</box>
lotto-number: 89 <box>555 1061 567 1074</box>
price: 866 — <box>1338 958 1368 970</box>
strip-line: sposava delle <box>18 356 77 368</box>
paragraph: Sabato, 29. — Acc. Luzzi Domenico (grassazione); testi 9; P. M. Rutigliano; avv. Lomonaco. <box>699 398 926 438</box>
price: 57 70 <box>1343 1037 1368 1049</box>
price: 101 80 <box>1384 984 1413 996</box>
lotto-number: 73 <box>614 1009 626 1021</box>
paragraph: passato, e pel mantenimento di una situazione parlamentare in favore, è d'uopo tenerne conto. Fatto sta, che l'Inghilterra stessa ha accettato la base di un non intervento rigido ed assoluto finchè dura la lotta, e s'è mostrata inclinevole ad una mediazione per accelerare il termine. <box>1429 103 1659 185</box>
paragraph: Mentre l'Europa manifesta le sue simpatie per gli slavi meridionali che hanno ancora da conquistare il loro nazionale ed intellettuale sviluppo, la Russia, che fa professione di panslavismo, cerca di distruggere questo popolo slavo che ha già raggiunto una grande maturità, ricco di coltura. <box>940 615 1167 712</box>
column-rule <box>1422 102 1423 2166</box>
security-name: Lombarde <box>1183 1076 1227 1088</box>
paragraph: La Neue Freie Presse ha un dispaccio da Cracovia, 13 luglio, che annunzia essere stata in quei giorni introdotta la lingua russa come lingua ufficiale nella Polonia russa. <box>940 457 1167 511</box>
paragraph: Ieri ebbe luogo nella scuola superiore femminile alla Palombella il saggio finale delle classi complementari. Le alunne furono interrogate principalmente sulla storia patria e geografia, sulla morale e civile, sulle computisteria e sul francese, e, quelle della maestra Giglia Pasquale, anche nella stenografia, facendone la massima parte egregiamente, anche l'interrogazioni non fossero semplici. <box>218 960 445 1085</box>
lotto-number: 16 <box>643 1035 655 1047</box>
strip-line: a piena di vizi <box>18 342 80 354</box>
newspaper-page <box>204 26 1673 2177</box>
paragraph: Lunedì, 17 luglio. — Accusato Marchetti Giovanni (rapina); testi 7; P. M. Virzì; avv. Pubblico. <box>459 1515 685 1556</box>
section-heading-vendita: Vendita di Stabili demaniali <box>1463 1308 1625 1349</box>
price: 101 20 <box>1338 984 1368 996</box>
paragraph: Di due Rendite del Debito Pubblico che tengo la metà da tre mesi quale si può disporre a frutti. L'altra intestata non mi è dato di poterla incassare se non dopo le formalità richieste dal regolamento. Vengo perciò a lagnarmi con Lei per i danni che questa mancanza produce a noi possessori di titoli, mentre per giorni e giorni ci tocca perdere il tempo agli sportelli della Direzione del Debito Pubblico. <box>459 1199 685 1310</box>
strip-line: Consiglio municipale <box>18 560 113 572</box>
column-rule <box>692 102 693 2166</box>
paragraph: Dal 1° al 10 luglio di quest'anno furono ricoverati nell'Ospedale di Santo Spirito 256 infermi, rispetto a quelli dello stesso periodo del 1875, che furono 250. Fra gli entrati 160 provenivano dalle campagne e 87 dalla città. I primi vanno divisi in 111 campagnoli, 50 romani, 8 forestieri. <box>218 1233 445 1329</box>
